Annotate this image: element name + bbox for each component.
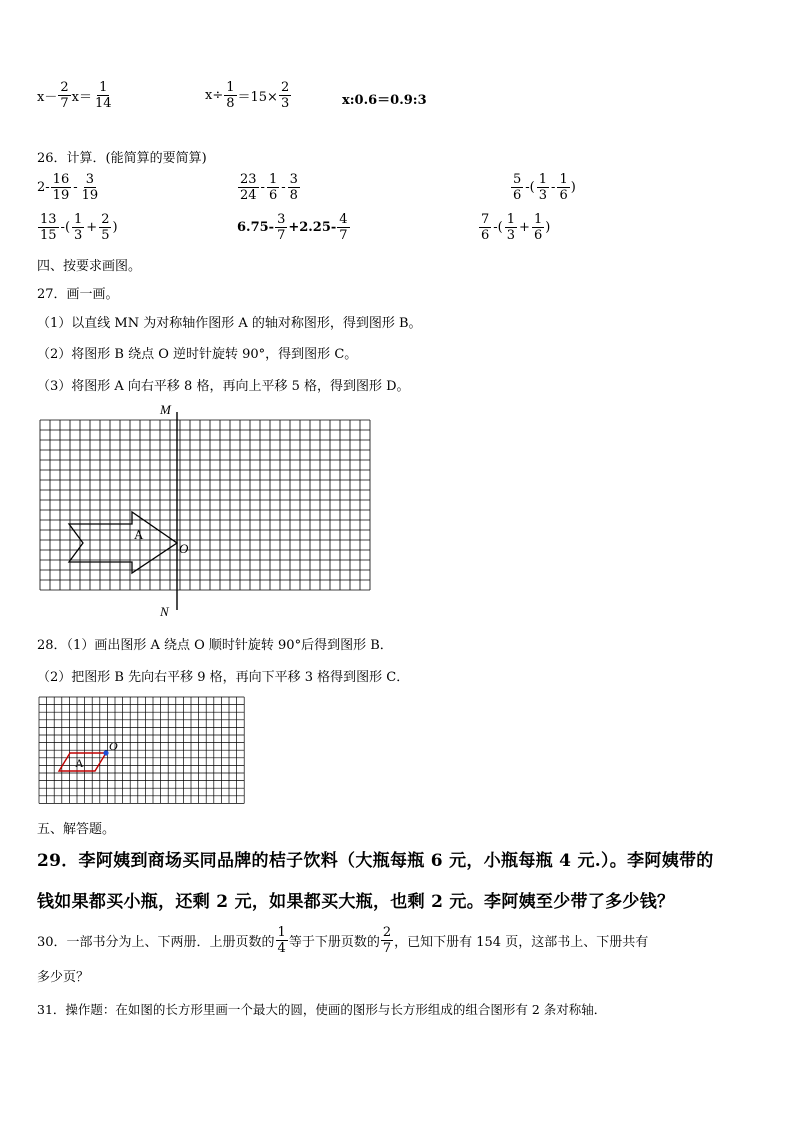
q27-step-2: （2）将图形 B 绕点 O 逆时针旋转 90°，得到图形 C。 — [37, 347, 358, 362]
eq2-mid: ＝15× — [237, 90, 278, 105]
section-4-heading: 四、按要求画图。 — [37, 259, 142, 274]
q27-step-1: （1）以直线 MN 为对称轴作图形 A 的轴对称图形，得到图形 B。 — [37, 316, 422, 331]
q29-line-1: 29．李阿姨到商场买同品牌的桔子饮料（大瓶每瓶 6 元，小瓶每瓶 4 元.）。李阿姨带的 — [37, 851, 714, 871]
q26-expr-3: $\frac{5}{6}$ -( $\frac{1}{3}$ - $\frac{1}{6}$ ) — [513, 172, 576, 203]
q27-grid-figure — [36, 402, 381, 617]
q29-line-2: 钱如果都买小瓶，还剩 2 元，如果都买大瓶，也剩 2 元。李阿姨至少带了多少钱？ — [37, 892, 675, 912]
label-n: N — [160, 604, 169, 617]
q28-grid-figure — [36, 693, 258, 808]
q26-expr-6: $\frac{7}{6}$ -( $\frac{1}{3}$ + $\frac{1}{6}$ ) — [481, 212, 551, 243]
q26-expr-5: 6.75- $\frac{3}{7}$ +2.25- $\frac{4}{7}$ — [237, 212, 348, 243]
eq2-frac1: $\frac{1}{8}$ — [226, 80, 235, 111]
q26-expr-2: $\frac{23}{24}$ - $\frac{1}{6}$ - $\frac{3}{8}$ — [240, 172, 298, 203]
label-a: A — [134, 527, 144, 542]
q28-grid — [39, 697, 244, 803]
label-o-q28: O — [109, 739, 118, 753]
q30-line-1: 30．一部书分为上、下两册．上册页数的 $\frac{1}{4}$ 等于下册页数的 $\frac{2}{7}$ ，已知下册有 154 页，这部书上、下册共有 — [37, 925, 649, 956]
eq1-frac2: $\frac{1}{14}$ — [94, 80, 112, 111]
label-o: O — [179, 541, 189, 556]
q26-expr-1: 2- $\frac{16}{19}$ - $\frac{3}{19}$ — [37, 172, 99, 203]
q28-step-2: （2）把图形 B 先向右平移 9 格，再向下平移 3 格得到图形 C． — [37, 670, 410, 685]
eq2-lead: x÷ — [205, 88, 224, 103]
equation-1 — [37, 80, 115, 111]
shape-a — [69, 512, 177, 573]
label-m: M — [160, 402, 171, 417]
q26-expr-4: $\frac{13}{15}$ -( $\frac{1}{3}$ + $\frac{2}{5}$ ) — [40, 212, 118, 243]
point-o — [103, 750, 108, 755]
q27-step-3: （3）将图形 A 向右平移 8 格，再向上平移 5 格，得到图形 D。 — [37, 379, 410, 394]
q28-step-1: 28．（1）画出图形 A 绕点 O 顺时针旋转 90°后得到图形 B． — [37, 638, 393, 653]
label-a-q28: A — [75, 756, 84, 770]
section-5-heading: 五、解答题。 — [37, 822, 116, 837]
eq1-mid: x＝ — [71, 90, 92, 105]
eq1-lead: x－ — [37, 90, 58, 105]
equation-2 — [205, 80, 292, 111]
q27-title: 27．画一画。 — [37, 287, 119, 302]
eq1-frac1: $\frac{2}{7}$ — [60, 80, 69, 111]
q30-line-2: 多少页？ — [37, 970, 90, 985]
q26-title: 26．计算．(能简算的要简算) — [37, 151, 207, 166]
equation-3: x:0.6＝0.9:3 — [342, 93, 427, 108]
q31-text: 31．操作题：在如图的长方形里画一个最大的圆，使画的图形与长方形组成的组合图形有 2 条对称轴． — [37, 1002, 607, 1017]
q27-grid — [40, 420, 370, 590]
eq2-frac2: $\frac{2}{3}$ — [280, 80, 290, 111]
